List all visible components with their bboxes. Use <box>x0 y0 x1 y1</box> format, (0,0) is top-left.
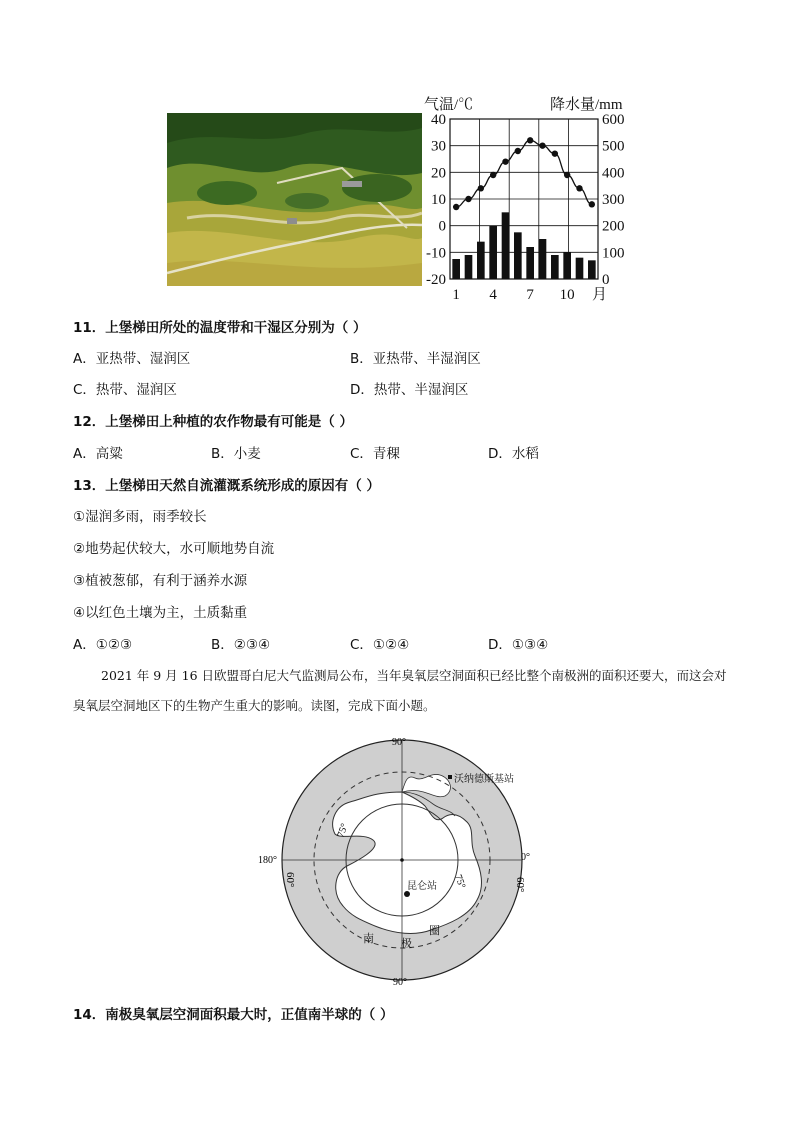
temp-tick-label: -20 <box>426 272 446 288</box>
precip-bar <box>526 247 534 279</box>
month-tick-label: 7 <box>526 287 534 303</box>
label-station-north: 沃纳德斯基站 <box>454 774 514 785</box>
temp-tick-label: -10 <box>426 245 446 262</box>
temperature-point <box>502 158 508 164</box>
antarctic-map <box>255 730 545 992</box>
label-station-center: 昆仑站 <box>407 881 437 892</box>
q13-statement-4: ④以红色土壤为主，土质黏重 <box>73 605 248 621</box>
q11-option-d[interactable]: D．热带、半湿润区 <box>350 382 469 398</box>
precip-bar <box>539 239 547 279</box>
question-12-stem: 12．上堡梯田上种植的农作物最有可能是（ ） <box>73 414 353 430</box>
precip-bar <box>563 252 571 279</box>
q13-option-b[interactable]: B．②③④ <box>211 637 271 653</box>
q13-statement-2: ②地势起伏较大，水可顺地势自流 <box>73 541 275 557</box>
terrace-photo <box>167 113 422 286</box>
temperature-curve <box>456 140 592 207</box>
temperature-point <box>527 137 533 143</box>
temperature-point <box>490 172 496 178</box>
q11-option-b[interactable]: B．亚热带、半湿润区 <box>350 351 481 367</box>
label-top-90: 90° <box>392 737 406 748</box>
label-circle-char-1: 南 <box>363 932 374 945</box>
precip-tick-label: 600 <box>602 112 625 128</box>
temp-tick-label: 10 <box>431 192 446 208</box>
temperature-point <box>564 172 570 178</box>
precip-bar <box>551 255 559 279</box>
temp-tick-label: 30 <box>431 138 446 155</box>
q11-option-c[interactable]: C．热带、湿润区 <box>73 382 177 398</box>
temperature-point <box>515 148 521 154</box>
precip-bar <box>489 226 497 279</box>
precip-tick-label: 200 <box>602 218 625 235</box>
label-60-right: 60° <box>514 877 526 893</box>
q13-statement-1: ①湿润多雨，雨季较长 <box>73 509 207 525</box>
q13-option-d[interactable]: D．①③④ <box>488 637 549 653</box>
precip-bar <box>502 212 510 279</box>
label-circle-char-2: 极 <box>401 937 412 950</box>
month-tick-label: 1 <box>452 287 460 303</box>
precip-tick-label: 100 <box>602 245 625 262</box>
temperature-point <box>539 142 545 148</box>
q12-option-b[interactable]: B．小麦 <box>211 446 261 462</box>
precip-tick-label: 0 <box>602 272 610 288</box>
q13-statement-3: ③植被葱郁，有利于涵养水源 <box>73 573 248 589</box>
temp-tick-label: 40 <box>431 112 446 128</box>
question-13-stem: 13．上堡梯田天然自流灌溉系统形成的原因有（ ） <box>73 478 380 494</box>
q11-option-a[interactable]: A．亚热带、湿润区 <box>73 351 191 367</box>
label-75-left: 75° <box>335 822 351 840</box>
precip-tick-label: 400 <box>602 165 625 182</box>
temp-axis-label: 气温/℃ <box>424 97 474 113</box>
label-circle-char-3: 圈 <box>429 924 440 937</box>
q13-option-a[interactable]: A．①②③ <box>73 637 133 653</box>
precip-bar <box>588 260 596 279</box>
month-tick-label: 4 <box>489 287 497 303</box>
temperature-point <box>589 201 595 207</box>
temperature-point <box>552 150 558 156</box>
precip-bar <box>576 258 584 279</box>
q12-option-d[interactable]: D．水稻 <box>488 446 539 462</box>
station-north-marker <box>448 775 452 779</box>
precip-bar <box>452 259 460 279</box>
climate-chart <box>420 92 635 307</box>
precip-bar <box>465 255 473 279</box>
passage-text: 2021 年 9 月 16 日欧盟哥白尼大气监测局公布，当年臭氧层空洞面积已经比整个南极洲的面积还要大，而这会对臭氧层空洞地区下的生物产生重大的影响。读图，完成下面小题。 <box>73 668 727 713</box>
precip-tick-label: 500 <box>602 138 625 155</box>
q13-option-c[interactable]: C．①②④ <box>350 637 410 653</box>
south-pole-point <box>400 858 404 862</box>
label-right-0: 0° <box>521 852 530 863</box>
question-11-stem: 11．上堡梯田所处的温度带和干湿区分别为（ ） <box>73 320 367 336</box>
precip-axis-label: 降水量/mm <box>550 97 623 113</box>
precip-bar <box>477 242 485 279</box>
month-tick-label: 10 <box>559 287 575 303</box>
label-bottom-90: 90° <box>393 977 407 988</box>
q12-option-a[interactable]: A．高粱 <box>73 446 123 462</box>
temperature-point <box>465 196 471 202</box>
precip-bars <box>452 212 595 279</box>
label-60-left: 60° <box>284 872 296 888</box>
q12-option-c[interactable]: C．青稞 <box>350 446 400 462</box>
precip-bar <box>514 232 522 279</box>
month-unit-label: 月 <box>592 285 608 303</box>
temp-tick-label: 20 <box>431 165 446 182</box>
temperature-point <box>453 204 459 210</box>
temp-tick-label: 0 <box>438 218 446 235</box>
temperature-point <box>478 185 484 191</box>
precip-tick-label: 300 <box>602 192 625 208</box>
question-14-stem: 14．南极臭氧层空洞面积最大时，正值南半球的（ ） <box>73 1007 394 1023</box>
label-left-180: 180° <box>258 855 277 866</box>
label-75-right: 75° <box>452 873 468 891</box>
temperature-point <box>576 185 582 191</box>
